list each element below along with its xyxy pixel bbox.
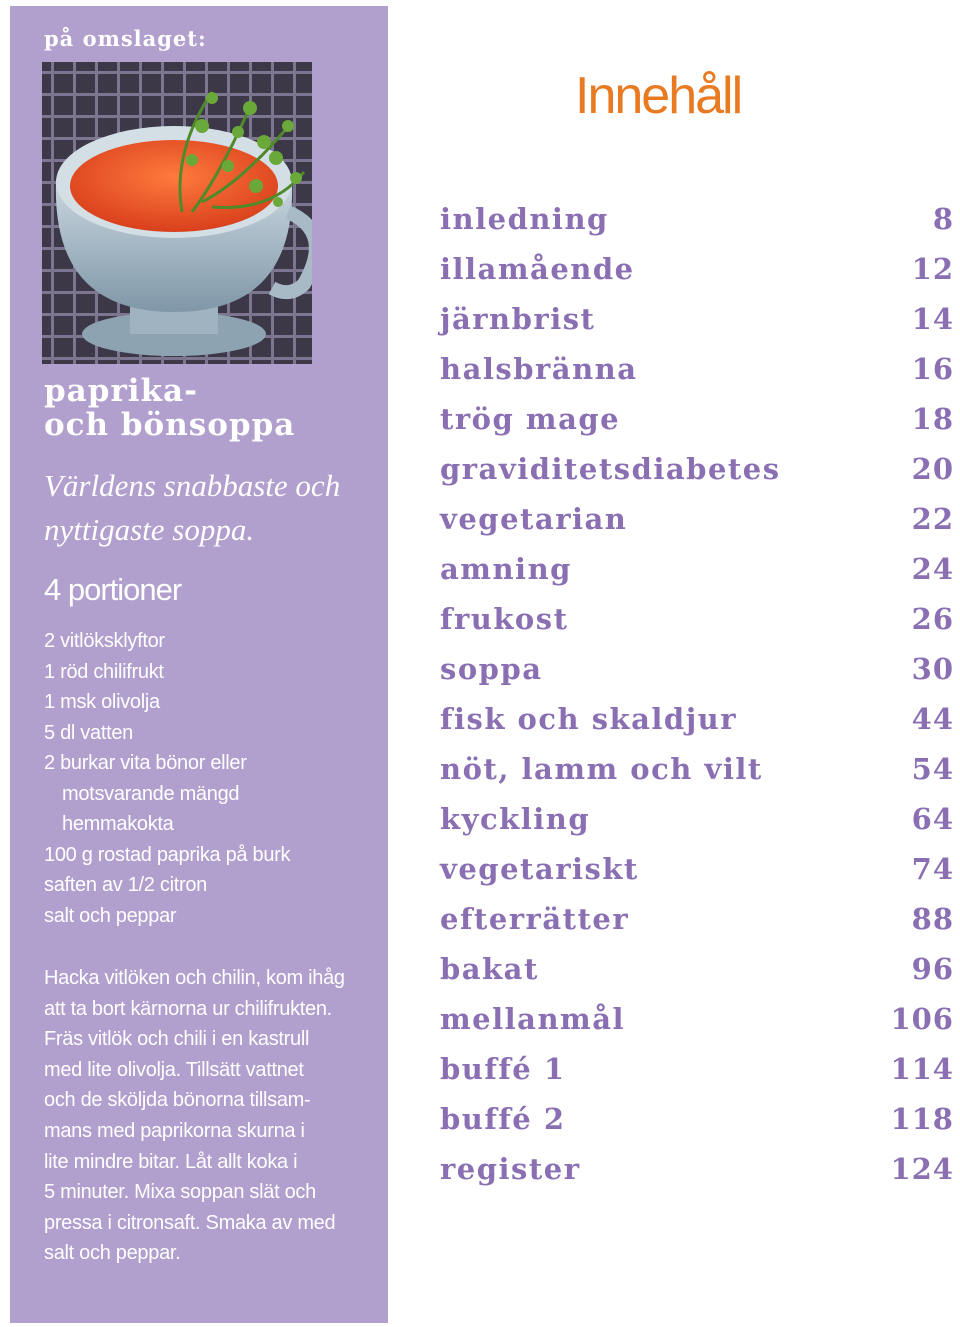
toc-entry-label: kyckling (440, 802, 591, 836)
tagline-line: nyttigaste soppa. (44, 512, 255, 547)
toc-entry-page: 8 (932, 202, 954, 236)
toc-entry[interactable] (440, 1094, 954, 1144)
toc-entry-label: soppa (440, 652, 543, 686)
method-line: 5 minuter. Mixa soppan slät och (44, 1181, 316, 1204)
toc-entry-label: vegetariskt (440, 852, 639, 886)
toc-entry-label: vegetarian (440, 502, 628, 536)
toc-entry[interactable] (440, 294, 954, 344)
toc-entry[interactable] (440, 994, 954, 1044)
toc-entry-page: 20 (911, 452, 954, 486)
toc-entry-page: 124 (890, 1152, 954, 1186)
toc-entry[interactable] (440, 894, 954, 944)
toc-entry-label: inledning (440, 202, 609, 236)
method-text (44, 963, 374, 1269)
toc-entry-page: 12 (911, 252, 954, 286)
toc-entry[interactable] (440, 544, 954, 594)
toc-entry-label: fisk och skaldjur (440, 702, 738, 736)
recipe-title (44, 374, 374, 442)
toc-entry[interactable] (440, 244, 954, 294)
method-line: lite mindre bitar. Låt allt koka i (44, 1150, 298, 1173)
toc-entry-label: efterrätter (440, 902, 630, 936)
method-line: med lite olivolja. Tillsätt vattnet (44, 1058, 304, 1081)
recipe-title-line1: paprika- (44, 373, 198, 409)
toc-entry-page: 54 (911, 752, 954, 786)
method-line: pressa i citronsaft. Smaka av med (44, 1211, 336, 1234)
toc-entry-label: järnbrist (440, 302, 596, 336)
ingredient-line: 5 dl vatten (44, 721, 133, 744)
toc-entry-page: 24 (911, 552, 954, 586)
toc-entry[interactable] (440, 494, 954, 544)
toc-entry[interactable] (440, 744, 954, 794)
toc-entry-page: 74 (911, 852, 954, 886)
toc-entry-page: 114 (890, 1052, 954, 1086)
cover-label: på omslaget: (44, 26, 207, 51)
toc-entry-page: 118 (890, 1102, 954, 1136)
toc-entry[interactable] (440, 944, 954, 994)
toc-entry-label: mellanmål (440, 1002, 626, 1036)
recipe-title-line2: och bönsoppa (44, 407, 296, 443)
toc-entry[interactable] (440, 1044, 954, 1094)
toc-entry-label: halsbränna (440, 352, 638, 386)
toc-entry-label: illamående (440, 252, 635, 286)
portions-heading: 4 portioner (44, 572, 182, 607)
toc-entry[interactable] (440, 694, 954, 744)
recipe-sidebar (10, 6, 388, 1323)
ingredient-line: motsvarande mängd (62, 782, 240, 805)
toc-entry-page: 30 (911, 652, 954, 686)
toc-entry-page: 96 (911, 952, 954, 986)
toc-entry-label: buffé 1 (440, 1052, 566, 1086)
method-line: mans med paprikorna skurna i (44, 1119, 305, 1142)
ingredient-line: hemmakokta (62, 813, 174, 835)
soup-bowl-image (42, 62, 312, 364)
toc-entry-label: bakat (440, 952, 539, 986)
ingredient-line: 2 burkar vita bönor eller (44, 752, 247, 774)
toc-entry-label: amning (440, 552, 572, 586)
ingredient-line: 1 röd chilifrukt (44, 660, 164, 683)
toc-entry[interactable] (440, 794, 954, 844)
toc-entry-label: buffé 2 (440, 1102, 566, 1136)
toc-entry-page: 106 (890, 1002, 954, 1036)
method-line: att ta bort kärnorna ur chilifrukten. (44, 997, 332, 1020)
toc-entry-label: nöt, lamm och vilt (440, 752, 763, 786)
ingredient-line: saften av 1/2 citron (44, 874, 207, 896)
tagline-line: Världens snabbaste och (44, 468, 341, 503)
toc-entry-label: register (440, 1152, 581, 1186)
toc-entry[interactable] (440, 394, 954, 444)
toc-entry-page: 88 (911, 902, 954, 936)
toc-entry-page: 64 (911, 802, 954, 836)
ingredient-line: 2 vitlöksklyftor (44, 630, 165, 652)
toc-entry-label: graviditetsdiabetes (440, 452, 781, 486)
toc-entry[interactable] (440, 844, 954, 894)
ingredient-list (44, 626, 374, 931)
soup-photo (42, 62, 312, 364)
ingredient-line: 100 g rostad paprika på burk (44, 843, 291, 866)
method-line: Hacka vitlöken och chilin, kom ihåg (44, 967, 345, 989)
toc-entry[interactable] (440, 194, 954, 244)
recipe-tagline (44, 464, 384, 552)
toc-entry[interactable] (440, 644, 954, 694)
toc-entry[interactable] (440, 594, 954, 644)
toc-entry-label: trög mage (440, 402, 621, 436)
toc-entry-page: 44 (911, 702, 954, 736)
toc-entry-page: 18 (911, 402, 954, 436)
toc-entry-label: frukost (440, 602, 569, 636)
toc-entry[interactable] (440, 1144, 954, 1194)
ingredient-line: 1 msk olivolja (44, 691, 160, 713)
toc-title: Innehåll (575, 67, 742, 125)
toc-entry-page: 16 (911, 352, 954, 386)
toc-entry-page: 14 (911, 302, 954, 336)
toc-entry-page: 22 (911, 502, 954, 536)
method-line: Fräs vitlök och chili i en kastrull (44, 1028, 310, 1051)
method-line: och de sköljda bönorna tillsam- (44, 1089, 311, 1112)
toc-entry[interactable] (440, 444, 954, 494)
toc-entry[interactable] (440, 344, 954, 394)
toc-entry-page: 26 (911, 602, 954, 636)
method-line: salt och peppar. (44, 1242, 181, 1265)
table-of-contents (440, 194, 954, 1194)
ingredient-line: salt och peppar (44, 904, 177, 927)
